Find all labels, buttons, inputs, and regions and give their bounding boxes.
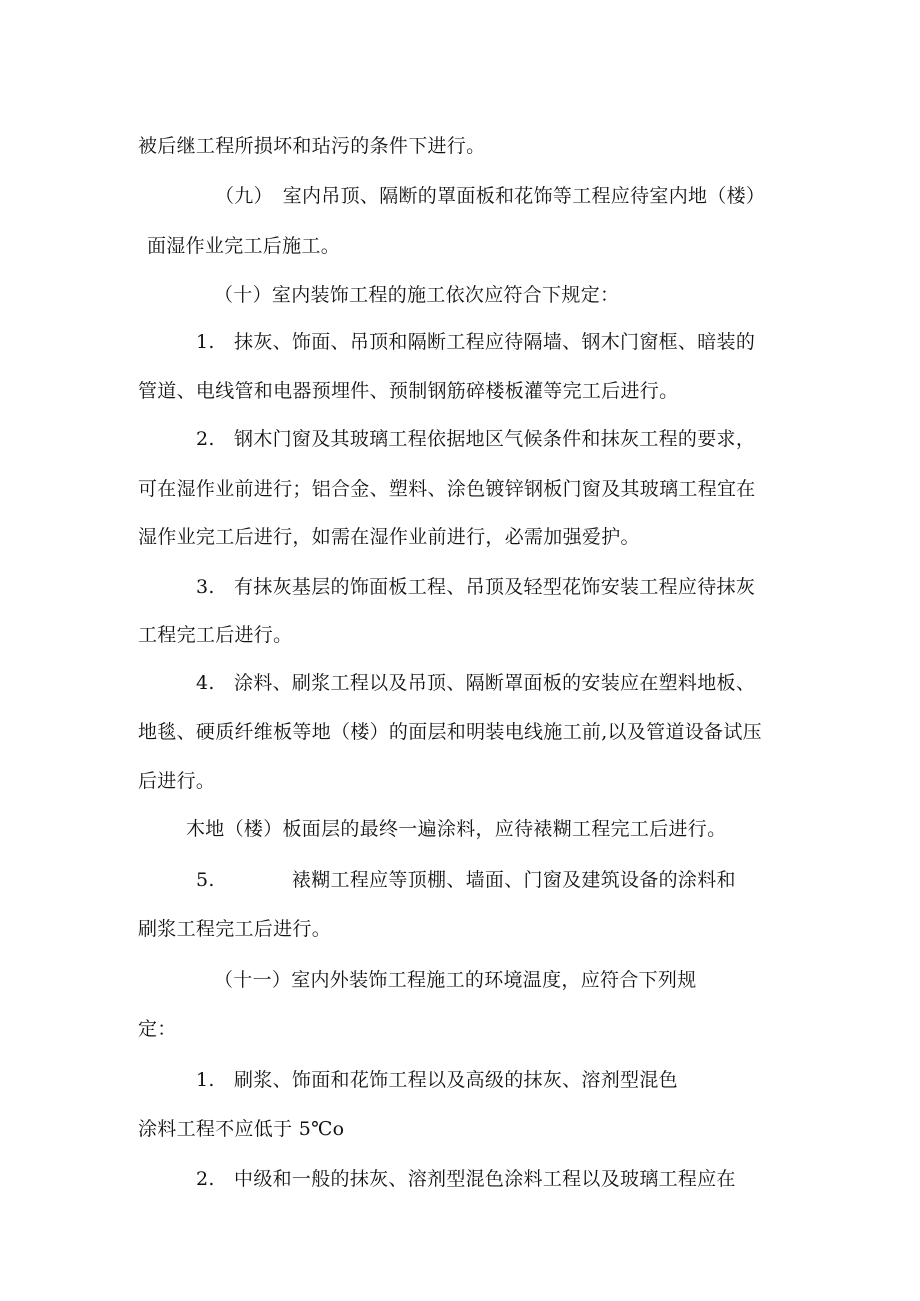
text-line: 涂料工程不应低于 5℃o — [138, 1118, 345, 1140]
text-line: 定： — [138, 1018, 177, 1040]
text-line: （九） 室内吊顶、隔断的罩面板和花饰等工程应待室内地（楼） — [215, 185, 766, 207]
text-line: 管道、电线管和电器预埋件、预制钢筋碎楼板灌等完工后进行。 — [138, 380, 679, 402]
text-line: 刷浆工程完工后进行。 — [138, 918, 332, 940]
text-line: 2. 中级和一般的抹灰、溶剂型混色涂料工程以及玻璃工程应在 — [196, 1168, 736, 1190]
text-line: 2. 钢木门窗及其玻璃工程依据地区气候条件和抹灰工程的要求， — [196, 428, 756, 450]
text-line: 工程完工后进行。 — [138, 624, 293, 646]
text-line: 地毯、硬质纤维板等地（楼）的面层和明装电线施工前,以及管道设备试压 — [138, 721, 762, 743]
text-line: 木地（楼）板面层的最终一遍涂料，应待裱糊工程完工后进行。 — [186, 818, 727, 840]
text-line: 1. 刷浆、饰面和花饰工程以及高级的抹灰、溶剂型混色 — [196, 1069, 678, 1091]
text-line: 面湿作业完工后施工。 — [147, 235, 341, 257]
text-line: 4. 涂料、刷浆工程以及吊顶、隔断罩面板的安装应在塑料地板、 — [196, 672, 756, 694]
text-line: 湿作业完工后进行，如需在湿作业前进行，必需加强爱护。 — [138, 526, 640, 548]
text-line: 3. 有抹灰基层的饰面板工程、吊顶及轻型花饰安装工程应待抹灰 — [196, 576, 756, 598]
text-line: 被后继工程所损坏和玷污的条件下进行。 — [138, 135, 486, 157]
text-line: 后进行。 — [138, 770, 216, 792]
text-line: 5. 裱糊工程应等顶棚、墙面、门窗及建筑设备的涂料和 — [196, 869, 736, 891]
text-line: 1. 抹灰、饰面、吊顶和隔断工程应待隔墙、钢木门窗框、暗装的 — [196, 331, 756, 353]
text-line: 可在湿作业前进行；铝合金、塑料、涂色镀锌钢板门窗及其玻璃工程宜在 — [138, 478, 756, 500]
text-line: （十一）室内外装饰工程施工的环境温度，应符合下列规 — [214, 969, 697, 991]
text-line: （十）室内装饰工程的施工依次应符合下规定： — [214, 284, 620, 306]
